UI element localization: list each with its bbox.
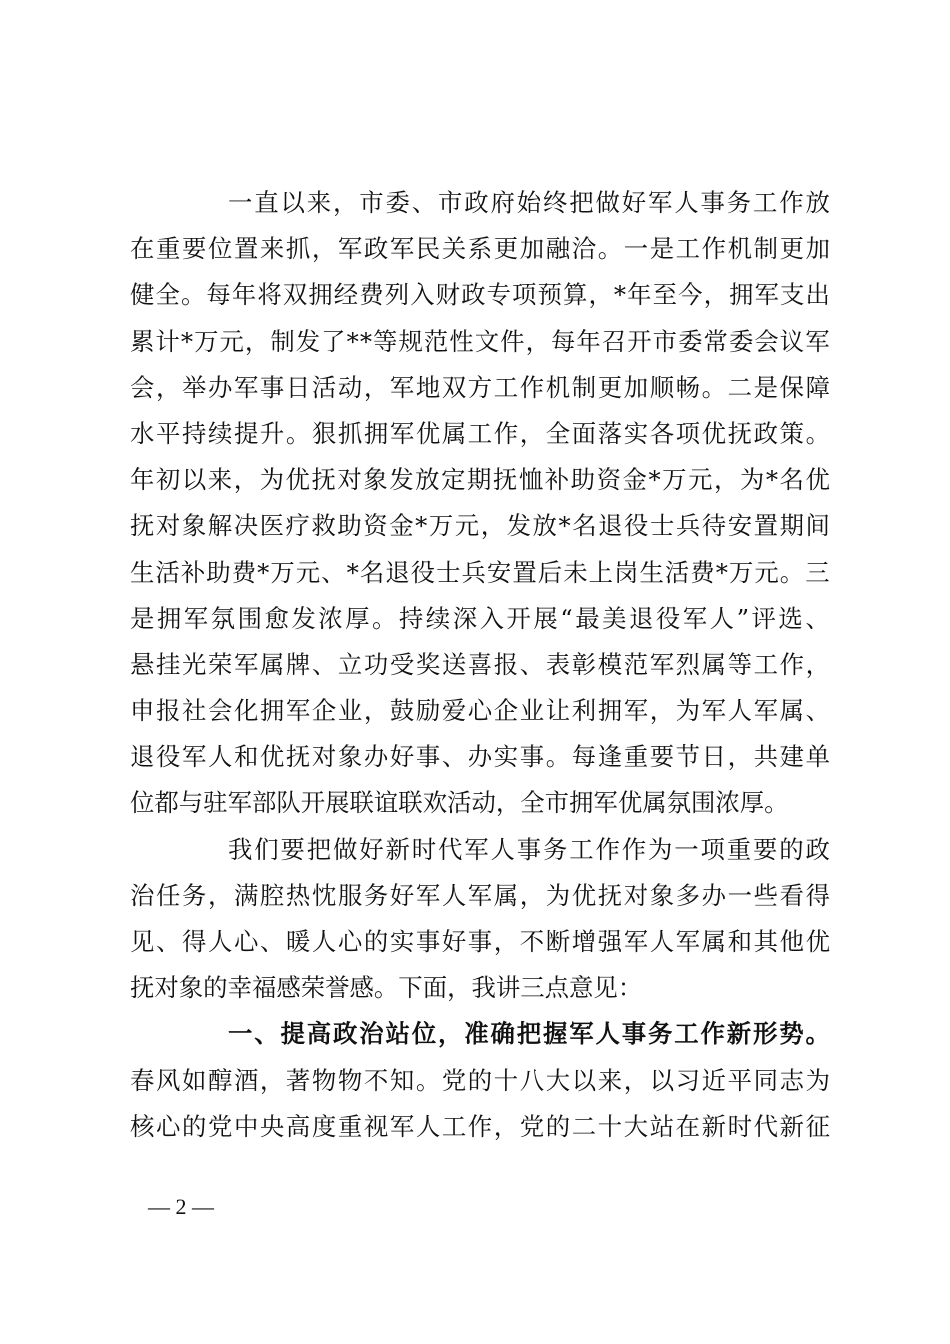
text-line: 一 直 以 来 ， 市 委 、 市 政 府 始 终 把 做 好 军 人 事 务 工 作 放 — [228, 188, 830, 217]
text-line: 春 风 如 醇 酒 ， 著 物 物 不 知 。 党 的 十 八 大 以 来 ， 以 习 近 平 同 志 为 — [130, 1065, 830, 1095]
text-line: 是 拥 军 氛 围 愈 发 浓 厚 。 持 续 深 入 开 展 “ 最 美 退 役 军 人 ” 评 选 、 — [130, 603, 830, 633]
text-line: 在 重 要 位 置 来 抓 ， 军 政 军 民 关 系 更 加 融 洽 。 一 是 工 作 机 制 更 加 — [130, 234, 830, 264]
text-line: 申 报 社 会 化 拥 军 企 业 ， 鼓 励 爱 心 企 业 让 利 拥 军 ， 为 军 人 军 属 、 — [130, 696, 830, 726]
section-heading: 一 、 提 高 政 治 站 位 ， 准 确 把 握 军 人 事 务 工 作 新 形 势 。 — [228, 1019, 830, 1049]
text-line: 累 计 * 万 元 ， 制 发 了 * * 等 规 范 性 文 件 ， 每 年 召 开 市 委 常 委 会 议 军 — [130, 326, 830, 356]
text-line: 生 活 补 助 费 * 万 元 、 * 名 退 役 士 兵 安 置 后 未 上 岗 生 活 费 * 万 元 。 三 — [130, 557, 830, 587]
page-number: — 2 — — [148, 1194, 214, 1219]
text-line: 治 任 务 ， 满 腔 热 忱 服 务 好 军 人 军 属 ， 为 优 抚 对 象 多 办 一 些 看 得 — [130, 880, 830, 910]
text-line: 抚对象的幸福感荣誉感。下面，我讲三点意见： — [130, 973, 643, 1003]
text-line: 核 心 的 党 中 央 高 度 重 视 军 人 工 作 ， 党 的 二 十 大 站 在 新 时 代 新 征 — [130, 1111, 830, 1141]
text-line: 健 全 。 每 年 将 双 拥 经 费 列 入 财 政 专 项 预 算 ， * 年 至 今 ， 拥 军 支 出 — [130, 280, 830, 310]
text-line: 水 平 持 续 提 升 。 狠 抓 拥 军 优 属 工 作 ， 全 面 落 实 各 项 优 抚 政 策 。 — [130, 418, 830, 448]
text-line: 悬 挂 光 荣 军 属 牌 、 立 功 受 奖 送 喜 报 、 表 彰 模 范 军 烈 属 等 工 作 ， — [130, 649, 830, 679]
text-line: 会 ， 举 办 军 事 日 活 动 ， 军 地 双 方 工 作 机 制 更 加 顺 畅 。 二 是 保 障 — [130, 372, 830, 402]
text-line: 见 、 得 人 心 、 暖 人 心 的 实 事 好 事 ， 不 断 增 强 军 人 军 属 和 其 他 优 — [130, 927, 830, 956]
document-body — [130, 180, 830, 1150]
text-line: 位都与驻军部队开展联谊联欢活动，全市拥军优属氛围浓厚。 — [130, 788, 789, 818]
text-line: 抚 对 象 解 决 医 疗 救 助 资 金 * 万 元 ， 发 放 * 名 退 役 士 兵 待 安 置 期 间 — [130, 511, 830, 541]
text-line: 我 们 要 把 做 好 新 时 代 军 人 事 务 工 作 作 为 一 项 重 要 的 政 — [228, 834, 830, 864]
text-line: 退 役 军 人 和 优 抚 对 象 办 好 事 、 办 实 事 。 每 逢 重 要 节 日 ， 共 建 单 — [130, 742, 830, 772]
text-line: 年 初 以 来 ， 为 优 抚 对 象 发 放 定 期 抚 恤 补 助 资 金 * 万 元 ， 为 * 名 优 — [130, 465, 830, 495]
